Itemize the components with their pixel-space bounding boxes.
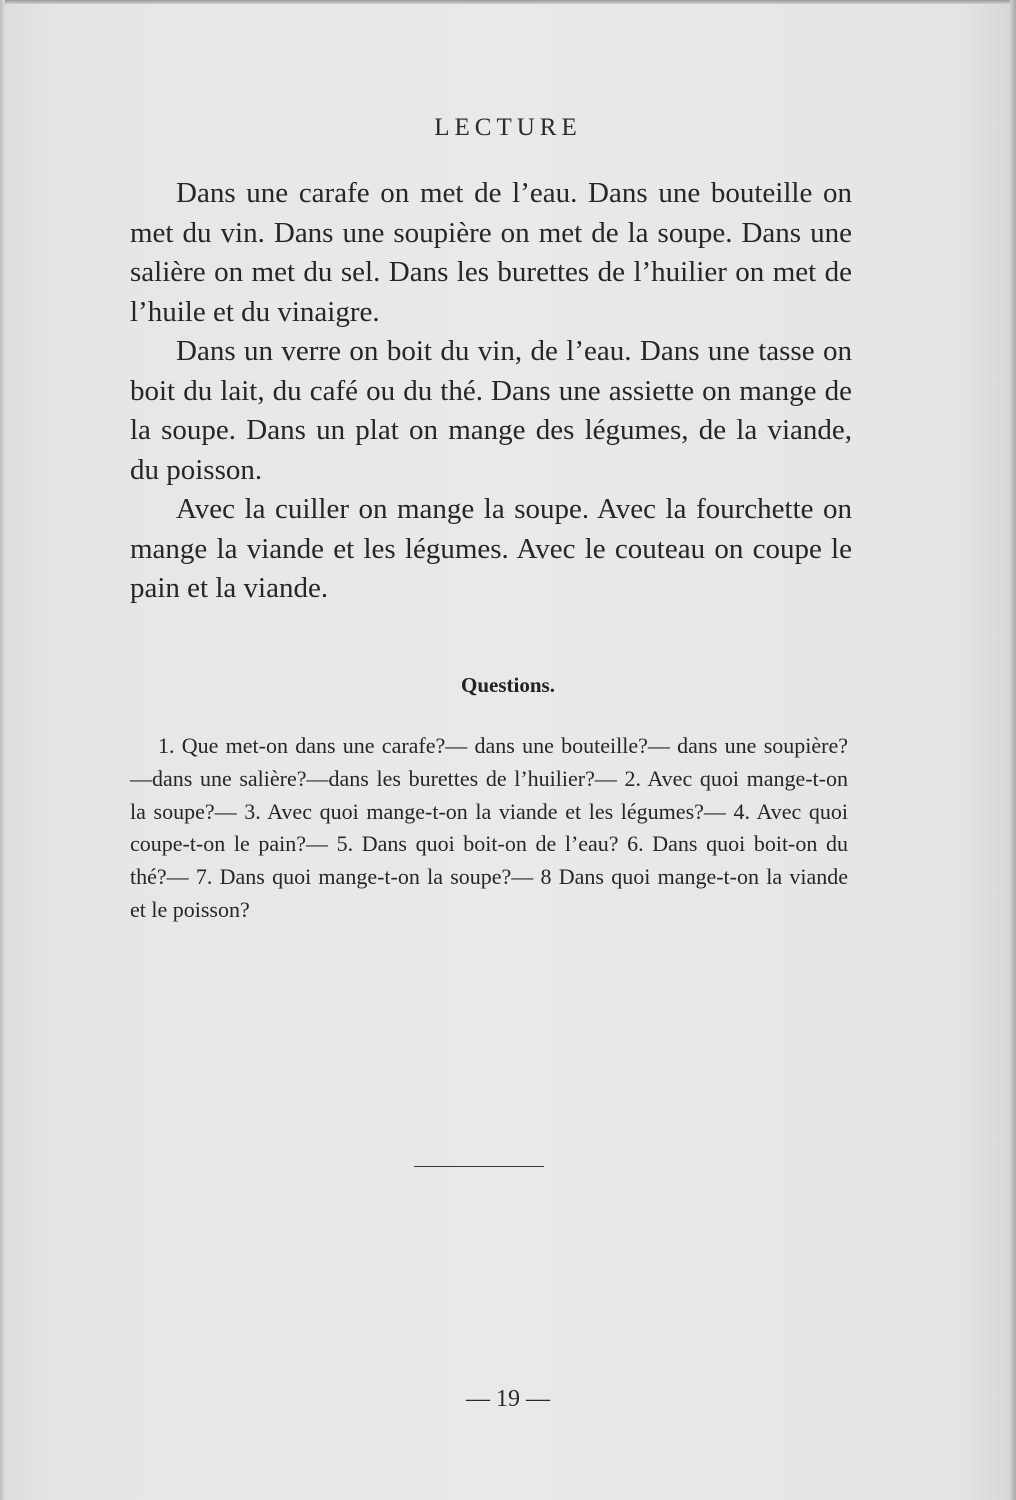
questions-text: 1. Que met-on dans une carafe?— dans une bouteille?— dans une soupière?—dans une salière?—dans les burettes de l’huilier?— 2. Avec quoi mange-t-on la soupe?— 3. Avec quoi mange-t-on la viande et les légumes?— 4. Avec quoi coupe-t-on le pain?— 5. Dans quoi boit-on de l’eau? 6. Dans quoi boit-on du thé?— 7. Dans quoi mange-t-on la soupe?— 8 Dans quoi mange-t-on la viande et le poisson?: [130, 733, 848, 922]
page-number: — 19 —: [466, 1386, 550, 1412]
reading-paragraph: Dans un verre on boit du vin, de l’eau. Dans une tasse on boit du lait, du café ou du thé. Dans une assiette on mange de la soupe. Dans un plat on mange des légumes, de la viande, du poisson.: [130, 335, 852, 486]
page-title: LECTURE: [434, 114, 582, 141]
questions-heading: Questions.: [461, 673, 555, 697]
reading-text: [130, 174, 852, 609]
reading-paragraph: Avec la cuiller on mange la soupe. Avec la fourchette on mange la viande et les légumes. Avec le couteau on coupe le pain et la viande.: [130, 493, 852, 604]
reading-paragraph: Dans une carafe on met de l’eau. Dans une bouteille on met du vin. Dans une soupière on met de la soupe. Dans une salière on met du sel. Dans les burettes de l’huilier on met de l’huile et du vinaigre.: [130, 177, 852, 328]
section-divider: [414, 1166, 544, 1167]
page-right-edge: [1010, 0, 1016, 1500]
page-top-edge: [0, 0, 1016, 4]
page-left-edge: [0, 0, 5, 1500]
